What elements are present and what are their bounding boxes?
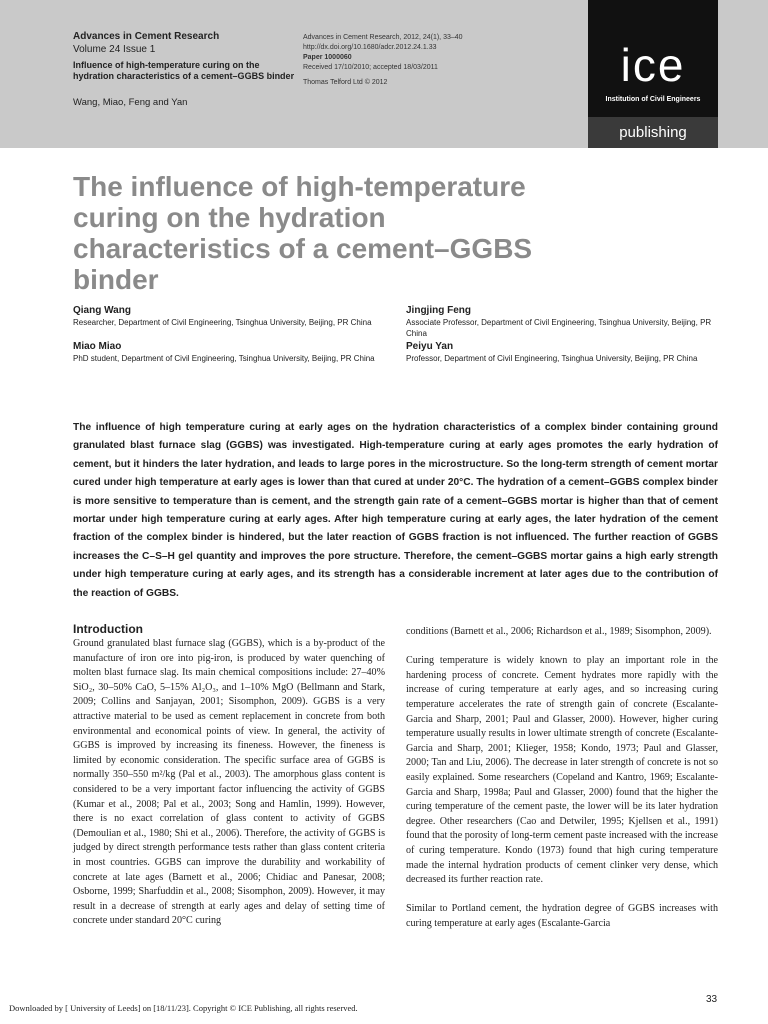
copyright: Thomas Telford Ltd © 2012 xyxy=(303,79,388,86)
author-name: Qiang Wang xyxy=(73,305,131,316)
left-column xyxy=(73,622,385,929)
paragraph: Similar to Portland cement, the hydration degree of GGBS increases with curing temperature at early ages (Escalante-Garcia xyxy=(406,903,718,929)
logo-text: ice xyxy=(620,39,686,91)
section-heading: Introduction xyxy=(73,622,143,636)
author-block xyxy=(73,305,393,328)
author-block xyxy=(73,341,393,364)
journal-volume: Volume 24 Issue 1 xyxy=(73,44,156,55)
right-column xyxy=(406,625,718,931)
journal-name: Advances in Cement Research xyxy=(73,31,220,42)
paragraph: Curing temperature is widely known to play an important role in the hardening process of concrete. Cement hydrates more rapidly with the increase of curing temperature at early ages, and so increasing curing temperature accelerates the rate of strength gain of concrete (Escalante-Garcia and Sharp, 2001; Paul and Glasser, 2000). However, higher curing temperature usually results in lower ultimate strength of concrete (Escalante-Garcia and Sharp, 2001; Klieger, 1958; Kondo, 1973; Paul and Glasser, 2000; Tan and Liu, 2006). The decrease in later strength of concrete is not so easily explained. Some researchers (Copeland and Kantro, 1969; Escalante-Garcia and Sharp, 1998a; Paul and Glasser, 2000) found that the higher the curing temperature of the cement paste, the lower will be its later hydration degree. Other researchers (Cao and Detwiler, 1995; Kjellsen et al., 1991) found that the porosity of long-term cement paste increased with the increase of curing temperature. Kondo (1973) found that high curing temperature made the internal hydration products of cement clinker very dense, which decreased its further reaction rate. xyxy=(406,655,718,886)
author-affiliation: PhD student, Department of Civil Engineering, Tsinghua University, Beijing, PR China xyxy=(73,354,375,363)
abstract: The influence of high temperature curing at early ages on the hydration characteristics of a complex binder containing ground granulated blast furnace slag (GGBS) was investigated. High-temperature curing at early ages promotes the early hydration of cement, but it hinders the later hydration, and leads to large pores in the microstructure. So the long-term strength of cement mortar cured under high temperature at early ages is lower than that cured at under 20°C. The hydration of a cement–GGBS complex binder is more sensitive to temperature than is cement, and the strength gain rate of a cement–GGBS mortar is higher than that of cement mortar under high temperature curing at early ages. After high temperature curing at early ages, the later hydration of the cement fraction of the complex binder is hindered, but the later reaction of GGBS fraction is not influenced. The further reaction of GGBS increases the C–S–H gel quantity and improves the pore structure. Therefore, the cement–GGBS mortar gains a high early strength under high temperature curing at early ages, and its strength has a considerable increment at later ages due to the contribution of the reaction of GGBS. xyxy=(73,422,718,599)
author-name: Jingjing Feng xyxy=(406,305,471,316)
author-name: Peiyu Yan xyxy=(406,341,454,352)
received-dates: Received 17/10/2010; accepted 18/03/2011 xyxy=(303,64,438,71)
ice-logo xyxy=(588,0,718,117)
author-affiliation: Professor, Department of Civil Engineering, Tsinghua University, Beijing, PR China xyxy=(406,354,698,363)
citation: Advances in Cement Research, 2012, 24(1), 33–40 xyxy=(303,34,463,41)
paragraph: conditions (Barnett et al., 2006; Richardson et al., 1989; Sisomphon, 2009). xyxy=(406,626,712,637)
doi-link[interactable]: http://dx.doi.org/10.1680/adcr.2012.24.1.33 xyxy=(303,44,437,51)
publishing-label: publishing xyxy=(588,117,718,148)
author-affiliation: Associate Professor, Department of Civil Engineering, Tsinghua University, Beijing, PR China xyxy=(406,318,712,338)
page-number: 33 xyxy=(706,994,718,1005)
header-authors: Wang, Miao, Feng and Yan xyxy=(73,97,188,108)
author-affiliation: Researcher, Department of Civil Engineering, Tsinghua University, Beijing, PR China xyxy=(73,318,372,327)
paragraph: Ground granulated blast furnace slag (GGBS), which is a by-product of the manufacture of iron ore into pig-iron, is produced by water quenching of molten blast furnace slag. Its main chemical compositions include: 27–40% SiO₂, 30–50% CaO, 5–15% Al₂O₃, and 1–10% MgO (Bellmann and Stark, 2009; Collins and Sanjayan, 2001; Sisomphon, 2009). GGBS is a very attractive material to be used as cement replacement in concrete from both environmental and economical points of view. In general, the activity of GGBS is improved by increasing its fineness. However, the fineness is limited by economic consideration. The specific surface area of GGBS is normally 350–550 m²/kg (Pal et al., 2003). The amorphous glass content is considered to be a very important factor influencing the activity of GGBS (Kumar et al., 2008; Pal et al., 2003; Song and Hamlin, 1999). However, there is no exact correlation of glass content to activity of GGBS (Demoulian et al., 1980; Shi et al., 2006). Therefore, the activity of GGBS is judged by direct strength performance tests rather than glass content criteria in most countries. GGBS can improve the durability and workability of concrete at late ages (Barnett et al., 2006; Chidiac and Panesar, 2008; Osborne, 1999; Sharfuddin et al., 2008; Sisomphon, 2009). However, it may result in a decrease of strength at early ages and delay of setting time of concrete under standard 20°C curing xyxy=(73,638,385,927)
citation-block xyxy=(303,33,463,88)
download-notice: Downloaded by [ University of Leeds] on [18/11/23]. Copyright © ICE Publishing, all rights reserved. xyxy=(9,1003,358,1013)
logo-subtitle: Institution of Civil Engineers xyxy=(605,96,701,103)
author-block xyxy=(406,341,726,364)
author-block xyxy=(406,305,726,339)
header-article-title: Influence of high-temperature curing on the hydration characteristics of a cement–GGBS binder xyxy=(73,60,295,81)
author-name: Miao Miao xyxy=(73,341,122,352)
paper-number: Paper 1000060 xyxy=(303,54,352,61)
article-title: The influence of high-temperature curing on the hydration characteristics of a cement–GGBS binder xyxy=(73,171,533,295)
journal-header xyxy=(0,0,768,148)
